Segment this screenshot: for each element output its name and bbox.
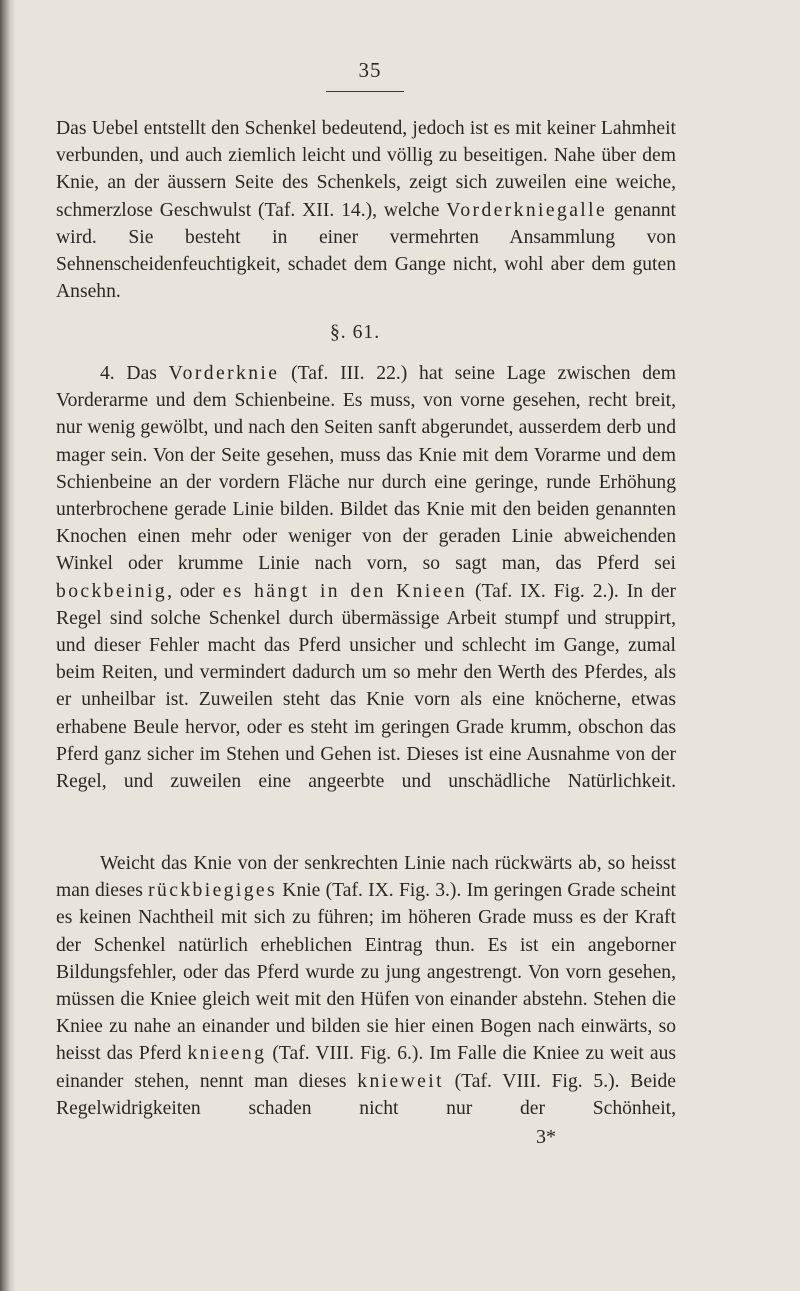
paragraph-3-segment: Knie (Taf. IX. Fig. 3.). Im geringen Grade scheint es keinen Nachtheil mit sich zu führen; im höheren Grade muss es der Kraft der Schenkel natürlich erheblichen Eintrag thun. Es ist ein angeborner Bildungsfehler, oder das Pferd wurde zu jung angestrengt. Von vorn gesehen, müssen die Kniee gleich weit mit den Hüfen von einander abstehn. Stehen die Kniee zu nahe an einander und bilden sie hier einen Bogen nach einwärts, so heisst das Pferd xyxy=(56,880,677,1065)
spaced-term: Vorderkniegalle xyxy=(446,199,608,221)
paragraph-3-segment: (Taf. VIII. Fig. 5.). Beide Regelwidrigkeiten schaden nicht nur der Schönheit, xyxy=(56,1070,676,1119)
spaced-term: knieeng xyxy=(187,1043,267,1065)
signature-mark: 3* xyxy=(536,1126,556,1148)
paragraph-2-segment: (Taf. III. 22.) hat seine Lage zwischen dem Vorderarme und dem Schienbeine. Es muss, von vorne gesehen, recht breit, nur wenig gewölbt, und nach den Seiten sanft abgerundet, ausserdem derb und mager sein. Von der Seite gesehen, muss das Knie mit dem Vorarme und dem Schienbeine an der vordern Fläche nur durch eine geringe, runde Erhöhung unterbrochene gerade Linie bilden. Bildet das Knie mit den beiden genannten Knochen einen mehr oder weniger von der geraden Linie abweichenden Winkel oder krumme Linie nach vorn, so sagt man, das Pferd sei xyxy=(56,363,676,575)
paragraph-2-segment: 4. Das xyxy=(100,363,169,384)
paragraph-2-segment: , oder xyxy=(167,580,223,602)
page-number: 35 xyxy=(358,58,382,82)
section-heading: §. 61. xyxy=(330,322,381,343)
spaced-term: es hängt in den Knieen xyxy=(222,580,468,602)
book-binding-shadow xyxy=(0,0,16,1291)
paragraph-3-segment: Weicht das Knie von der senkrechten Linie nach rückwärts ab, so heisst man dieses xyxy=(56,853,676,902)
paragraph-3-segment: (Taf. VIII. Fig. 6.). Im Falle die Kniee zu weit aus einander stehen, nennt man dieses xyxy=(56,1043,676,1092)
paragraph-2-segment: (Taf. IX. Fig. 2.). In der Regel sind solche Schenkel durch übermässige Arbeit stumpf und struppirt, und dieser Fehler macht das Pferd unsicher und schlecht im Gange, zumal beim Reiten, und vermindert dadurch um so mehr den Werth des Pferdes, als er unheilbar ist. Zuweilen steht das Knie vorn als eine knöcherne, etwas erhabene Beule hervor, oder es steht im geringen Grade krumm, obschon das Pferd ganz sicher im Stehen und Gehen ist. Dieses ist eine Ausnahme von der Regel, und zuweilen eine angeerbte und unschädliche Natürlichkeit. xyxy=(56,580,677,793)
paragraph-1-segment: Das Uebel entstellt den Schenkel bedeutend, jedoch ist es mit keiner Lahmheit verbunden, und auch ziemlich leicht und völlig zu beseitigen. Nahe über dem Knie, an der äussern Seite des Schenkels, zeigt sich zuweilen eine weiche, schmerzlose Geschwulst (Taf. XII. 14.), welche xyxy=(56,118,676,221)
paragraph-2 xyxy=(56,360,676,795)
paragraph-1-segment: genannt wird. Sie besteht in einer vermehrten Ansammlung von Sehnenscheidenfeuchtigkeit, schadet dem Gange nicht, wohl aber dem guten Ansehn. xyxy=(56,199,676,303)
spaced-term: bockbeinig xyxy=(56,580,168,602)
paragraph-3 xyxy=(56,850,676,1122)
header-rule xyxy=(326,91,404,92)
paragraph-1 xyxy=(56,115,676,305)
spaced-term: rückbiegiges xyxy=(148,880,278,902)
spaced-term: Vorderknie xyxy=(168,363,280,384)
spaced-term: knieweit xyxy=(357,1070,444,1092)
